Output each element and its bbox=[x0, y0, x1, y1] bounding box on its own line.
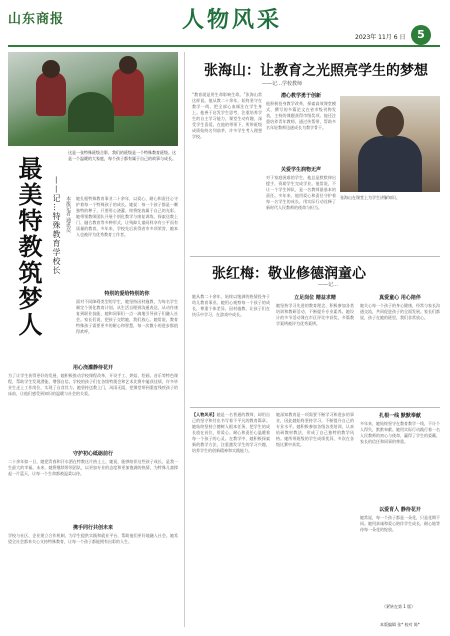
article2-subtitle: ——记… bbox=[318, 282, 339, 288]
article2-subheading-2: 真爱童心 用心陪伴 bbox=[379, 295, 421, 301]
article2-body-1: 她从教二十余年，始终以饱满的热情投身于幼儿教育事业。她用心观察每一个孩子的成长，尊重个体差异，因材施教，让孩子们在快乐中学习，在游戏中成长。 bbox=[192, 294, 270, 317]
photo-person-right bbox=[112, 68, 144, 116]
article1-portrait-photo bbox=[340, 96, 440, 192]
article2-body-3: 她关心每一个孩子的身心健康，经常与家长沟通交流，共同促进孩子的全面发展。家长们都说，孩子在她的班里，我们非常放心。 bbox=[360, 303, 440, 320]
page-number-badge: 5 bbox=[411, 25, 431, 45]
portrait-body bbox=[358, 136, 422, 192]
left-body-3: 二十余年如一日，她把青春和汗水洒在特教这片热土上。她说，能够陪伴这些孩子成长，是我一生最大的幸福。未来，她将继续带领团队，以更加专业的态度和更加饱满的热情，为特殊儿童撑起一片蓝天，让每一个生命都被温柔以待。 bbox=[8, 459, 178, 476]
left-subheading-4: 携手同行共创未来 bbox=[72, 525, 113, 531]
article1-subtitle: ——记…学校教师 bbox=[262, 81, 303, 87]
photo-person-left bbox=[36, 72, 66, 116]
article1-body-3: 对于家庭困难的学生，他总是默默伸出援手，资助学生完成学业。他常说，不让一个学生掉队，是一名教师最基本的责任。多年来，他用爱心和责任守护着每一名学生的成长，用实际行动诠释了新时代人民教师的使命与担当。 bbox=[266, 175, 336, 210]
article1-subheading-2: 关爱学生润物无声 bbox=[280, 167, 321, 173]
left-body-4: 学校与社区、企业建立合作机制，为学生提供实践和就业平台，帮助他们更好地融入社会。她希望全社会都来关心支持特殊教育，让每一个孩子都能拥有出彩的人生。 bbox=[8, 533, 178, 544]
article1-subheading-1: 潜心教学勇于创新 bbox=[280, 93, 321, 99]
article1-body-1: “教育就是用生命影响生命。”张海山常这样说。他从教二十余年，始终坚守在教学一线，把全部心血倾注在学生身上。他善于启发学生思考，注重培养学生的自主学习能力，课堂生动有趣，深受学生喜爱。在他的带领下，所带班级成绩始终名列前茅，许多学生考入理想学校。 bbox=[192, 92, 262, 139]
article3-subheading-2: 以爱育人 静待花开 bbox=[379, 507, 421, 513]
article3-subheading-1: 扎根一线 默默奉献 bbox=[379, 413, 421, 419]
editor-credit: 本版编辑 张* 校对 陈* bbox=[380, 622, 420, 627]
article3-col-1 bbox=[192, 412, 270, 606]
photo-plants bbox=[68, 92, 114, 132]
photo-head-left bbox=[42, 60, 60, 78]
left-photo-caption: 这是一张特殊班级合影，我们的班级是一个特殊教育班级。这是一个温暖的大家庭，每个孩子都有属于自己的故事与成长。 bbox=[68, 150, 176, 161]
left-feature-byline: 本报记者 通讯员 bbox=[65, 196, 71, 233]
left-subheading-3: 守护初心砥砺前行 bbox=[72, 451, 113, 457]
article1-photo-caption: 张海山在课堂上为学生讲解知识。 bbox=[340, 195, 400, 200]
article1-body-2: 他积极投身教学改革，探索高效课堂模式，撰写的多篇论文在省市级刊物发表，主持的课题获得市级奖项。他还注重培养青年教师，通过传帮带，帮助多名年轻教师迅速成长为教学骨干。 bbox=[266, 101, 336, 130]
header-rule bbox=[8, 45, 440, 47]
photo-head-right bbox=[119, 56, 137, 74]
left-intro-text: 她扎根特殊教育事业二十余年，以爱心、耐心和责任心守护着每一个特殊孩子的成长。她说：每一个孩子都是一颗独特的种子，只要用心浇灌，终将绽放属于自己的光彩。她带领教师团队开展个别化教学与康复训练，探索送教上门、融合教育等多种形式，让残障儿童同样享有公平而有质量的教育。多年来，学校先后获得省市多项荣誉，她本人也被评为优秀教育工作者。 bbox=[76, 196, 178, 237]
continued-note: （紧转在第 1 版） bbox=[382, 604, 416, 609]
left-feature-title: 最美特教筑梦人 bbox=[14, 156, 43, 338]
article1-title: 张海山：让教育之光照亮学生的梦想 bbox=[204, 63, 428, 79]
article3-body-1: 她是一名普通的教师，却用自己的坚守和付出书写着不平凡的教育篇章。她始终坚持立德树人根本任务，把学生的成长放在首位，用爱心、耐心和责任心温暖着每一个孩子的心灵。在教学中，她积极探索新的教学方法，注重激发学生的学习兴趣，培养学生的创新精神和实践能力。 bbox=[192, 412, 270, 453]
left-feature-subtitle: ——记…特殊教育学校长 bbox=[52, 176, 61, 275]
left-body-1: 面对不同障碍类型的学生，她坚持因材施教，为每名学生制定个别化教育计划。从生活自理到沟通表达，从动作康复到职业技能，她和同事们一点一滴地引导孩子们融入社会。家长们说，把孩子交给她，我们放心。她常说，教育特殊孩子需要更多的耐心和智慧，每一次微小的进步都值得欢呼。 bbox=[76, 299, 178, 334]
section-title: 人物风采 bbox=[182, 7, 283, 33]
article2-title: 张红梅：敬业修德润童心 bbox=[212, 266, 366, 282]
article3-body-4: 她常说，每一个孩子都是一朵花，只是花期不同。她用真诚和爱心陪伴学生成长，耐心地等待每一朵花的绽放。 bbox=[360, 515, 440, 532]
section-divider-2 bbox=[190, 407, 440, 408]
article3-body-3: 多年来，她始终坚守在教育教学一线，不计个人得失，默默奉献。她用实际行动践行着一名人民教师的初心与使命，赢得了学生的爱戴、家长的信任和同事的尊重。 bbox=[360, 421, 440, 444]
page-header bbox=[0, 0, 450, 44]
article2-subheading-1: 立足岗位 精益求精 bbox=[294, 295, 336, 301]
column-divider bbox=[184, 52, 185, 627]
article2-body-2: 她坚持学习先进的教育理念，积极参加各类培训和教研活动，不断提升专业素养。她设计的多节活动课在市区评比中获奖，多篇教学案例被评为优秀案例。 bbox=[276, 303, 354, 326]
left-body-2: 为了让学生获得更好的发展，她积极推动学校课程改革，开设手工、烘焙、绘画、音乐等特色课程，帮助学生发现潜能、增强自信。学校的孩子们在各级特奥会和艺术比赛中屡获佳绩，许多毕业生走上工作岗位，实现了自食其力。她坚持送教上门，风雨无阻，把课堂带到重度残疾孩子的床前，让他们感受到知识的温暖与社会的关爱。 bbox=[8, 373, 178, 396]
issue-date: 2023年 11月 6 日 bbox=[355, 34, 406, 41]
masthead-logo: 山东商报 bbox=[8, 12, 65, 27]
portrait-head bbox=[376, 106, 404, 138]
section-divider-1 bbox=[190, 256, 440, 257]
left-subheading-1: 特别的爱给特别的你 bbox=[104, 291, 150, 297]
article3-body-2: 她深知教育是一项需要不断学习和进步的事业，因此她始终坚持学习，不断提升自己的专业水平。她积极参加各级各类培训，认真钻研教材教法，形成了自己独特的教学风格。她所带班级的学生成绩优异，多次在各级比赛中获奖。 bbox=[276, 412, 354, 447]
left-subheading-2: 用心浇灌静待花开 bbox=[72, 365, 113, 371]
article3-lead: 【人物风采】 bbox=[192, 412, 217, 417]
article3-block bbox=[190, 410, 440, 610]
left-feature-photo bbox=[8, 52, 178, 146]
